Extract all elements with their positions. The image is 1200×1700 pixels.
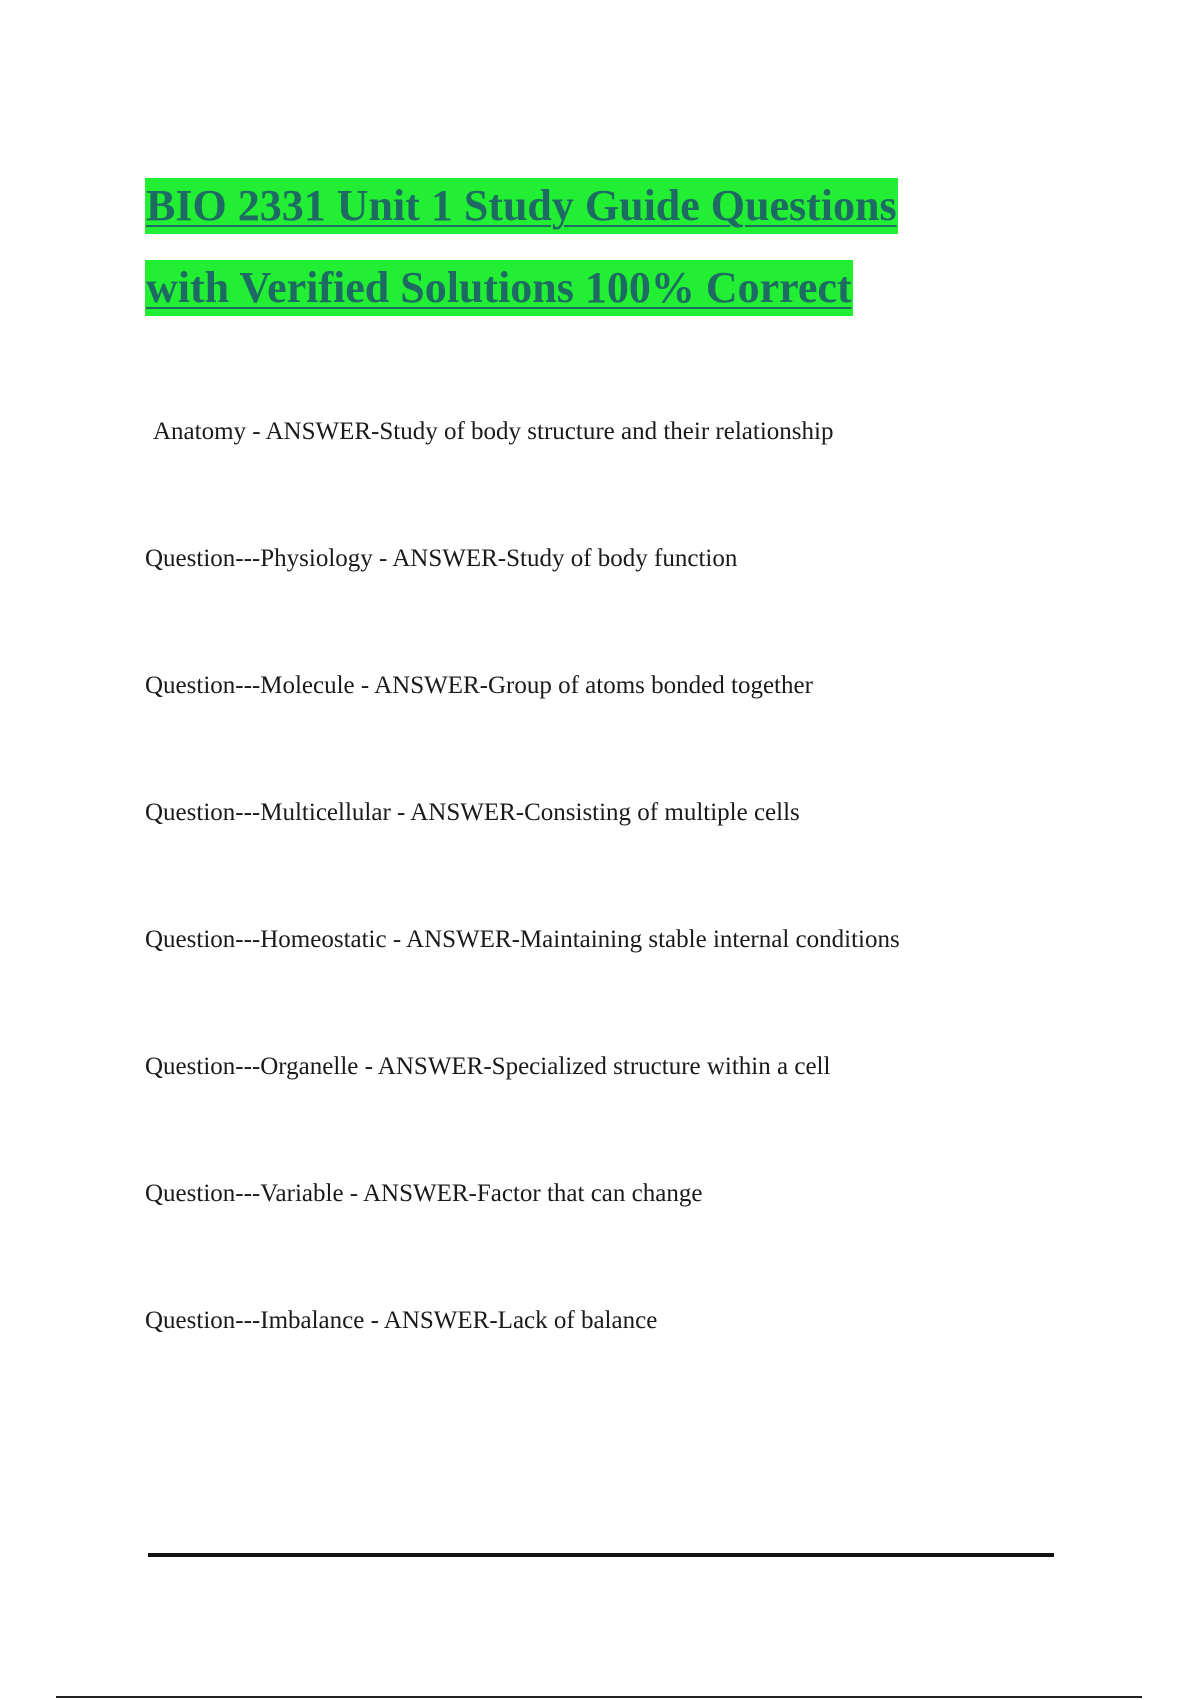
section-divider (148, 1553, 1054, 1557)
footer-rule (56, 1696, 1142, 1698)
question-answer-list (145, 408, 1095, 1424)
title-line-2: with Verified Solutions 100% Correct (145, 260, 853, 316)
qa-item-molecule: Question---Molecule - ANSWER-Group of atoms bonded together (145, 672, 813, 699)
document-title (145, 178, 1045, 342)
qa-item-homeostatic: Question---Homeostatic - ANSWER-Maintaining stable internal conditions (145, 926, 900, 953)
qa-item-variable: Question---Variable - ANSWER-Factor that can change (145, 1180, 703, 1207)
qa-item-physiology: Question---Physiology - ANSWER-Study of body function (145, 545, 738, 572)
qa-item-multicellular: Question---Multicellular - ANSWER-Consisting of multiple cells (145, 799, 800, 826)
qa-item-imbalance: Question---Imbalance - ANSWER-Lack of balance (145, 1307, 658, 1334)
title-line-1: BIO 2331 Unit 1 Study Guide Questions (145, 178, 898, 234)
qa-item-organelle: Question---Organelle - ANSWER-Specialized structure within a cell (145, 1053, 831, 1080)
qa-item-anatomy: Anatomy - ANSWER-Study of body structure and their relationship (153, 418, 834, 445)
